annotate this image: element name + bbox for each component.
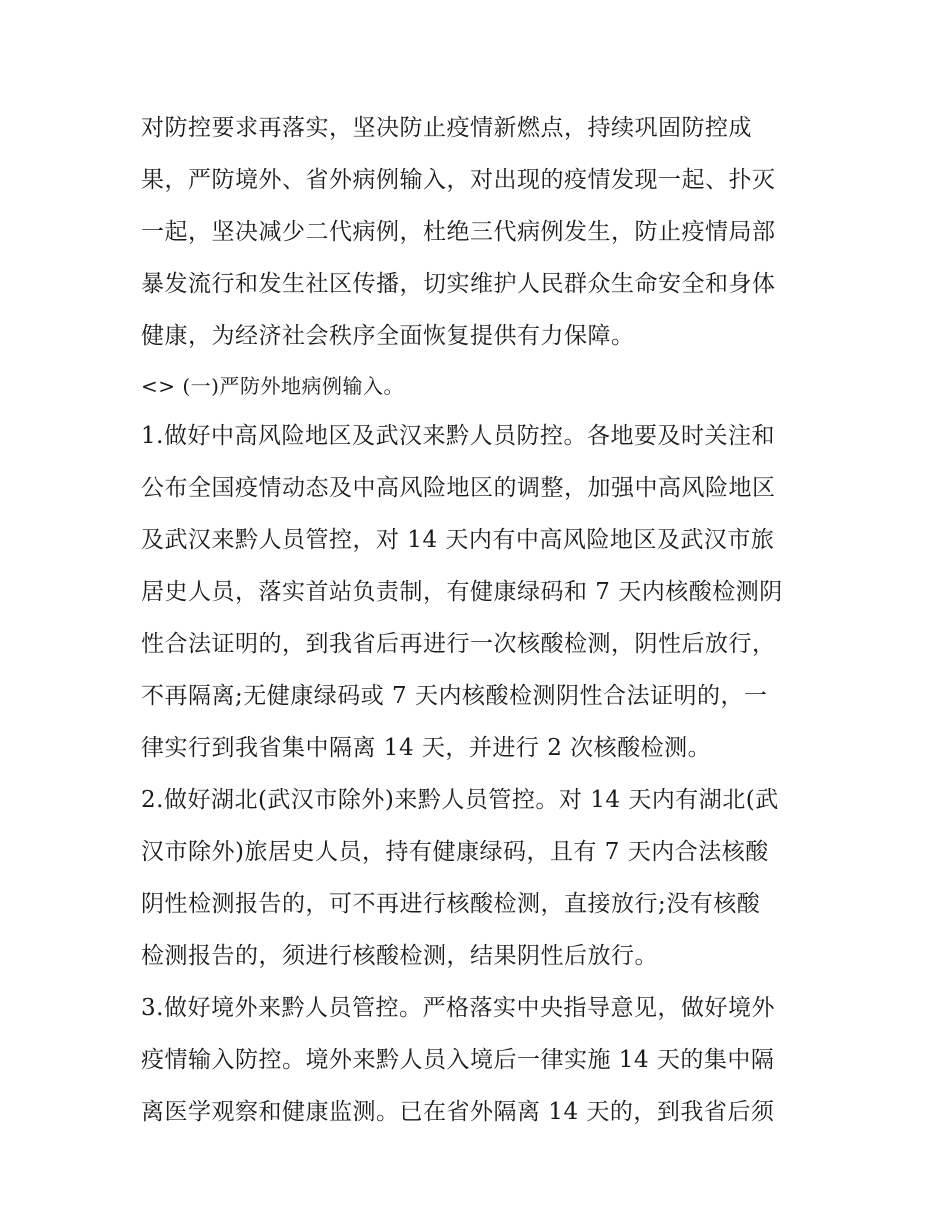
text-line: 律实行到我省集中隔离 14 天，并进行 2 次核酸检测。 (141, 735, 712, 761)
text-line: 离医学观察和健康监测。已在省外隔离 14 天的，到我省后须 (141, 1099, 775, 1125)
text-line: 及武汉来黔人员管控，对 14 天内有中高风险地区及武汉市旅 (141, 527, 775, 553)
document-body (141, 102, 816, 1138)
section-heading: <> (一)严防外地病例输入。 (141, 374, 404, 398)
text-line: 检测报告的，须进行核酸检测，结果阴性后放行。 (141, 943, 658, 969)
text-line: 疫情输入防控。境外来黔人员入境后一律实施 14 天的集中隔 (141, 1047, 775, 1073)
text-line: 阴性检测报告的，可不再进行核酸检测，直接放行;没有核酸 (141, 891, 761, 917)
text-line: 3.做好境外来黔人员管控。严格落实中央指导意见，做好境外 (141, 995, 775, 1021)
text-line: 2.做好湖北(武汉市除外)来黔人员管控。对 14 天内有湖北(武 (141, 787, 779, 813)
text-line: 不再隔离;无健康绿码或 7 天内核酸检测阴性合法证明的，一 (141, 683, 768, 709)
text-line: 居史人员，落实首站负责制，有健康绿码和 7 天内核酸检测阴 (141, 579, 783, 605)
text-line: 汉市除外)旅居史人员，持有健康绿码，且有 7 天内合法核酸 (141, 839, 769, 865)
text-line: 果，严防境外、省外病例输入，对出现的疫情发现一起、扑灭 (141, 167, 776, 193)
text-line: 公布全国疫情动态及中高风险地区的调整，加强中高风险地区 (141, 475, 776, 501)
text-line: 健康，为经济社会秩序全面恢复提供有力保障。 (141, 323, 635, 349)
text-line: 性合法证明的，到我省后再进行一次核酸检测，阴性后放行， (141, 631, 776, 657)
text-line: 对防控要求再落实，坚决防止疫情新燃点，持续巩固防控成 (141, 115, 752, 141)
text-line: 一起，坚决减少二代病例，杜绝三代病例发生，防止疫情局部 (141, 219, 776, 245)
text-line: 1.做好中高风险地区及武汉来黔人员防控。各地要及时关注和 (141, 423, 775, 449)
text-line: 暴发流行和发生社区传播，切实维护人民群众生命安全和身体 (141, 271, 776, 297)
